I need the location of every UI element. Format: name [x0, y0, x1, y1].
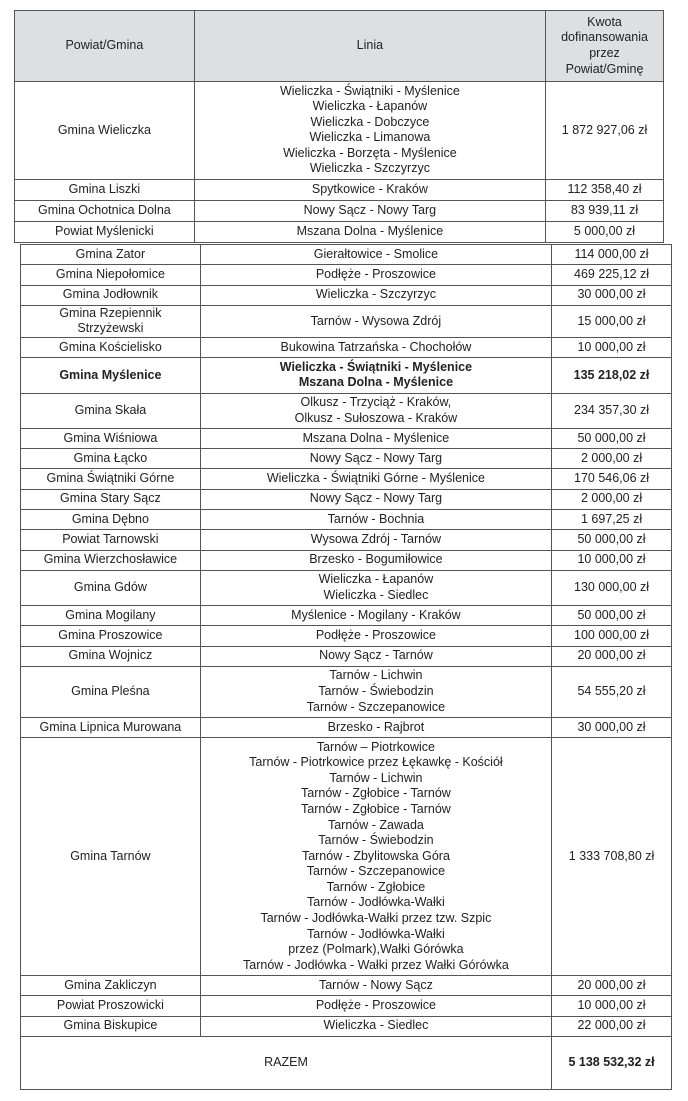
table-row [21, 530, 672, 550]
district-name: Gmina Ochotnica Dolna [15, 200, 195, 221]
funding-amount: 170 546,06 zł [552, 469, 672, 489]
table-row [21, 245, 672, 265]
route-line: Tarnów - Zgłobice - Tarnów [301, 801, 451, 816]
table-row [15, 221, 664, 242]
table-row [21, 550, 672, 570]
funding-table-part-2 [20, 244, 672, 1090]
district-name: Powiat Tarnowski [21, 530, 201, 550]
table-row [21, 265, 672, 285]
route-line: Tarnów - Świebodzin [318, 684, 434, 698]
route-line: Wieliczka - Siedlec [323, 587, 429, 602]
funding-amount: 83 939,11 zł [546, 200, 664, 221]
route-line: Wieliczka - Świątniki - Myślenice [279, 83, 460, 98]
route-lines [200, 245, 551, 265]
route-lines [200, 570, 551, 605]
funding-amount: 20 000,00 zł [552, 646, 672, 666]
table-row [21, 449, 672, 469]
table-row [21, 666, 672, 717]
table-row [21, 469, 672, 489]
route-line: Tarnów - Zawada [327, 817, 424, 832]
route-line: Podłęże - Proszowice [315, 267, 437, 282]
total-label: RAZEM [21, 1036, 552, 1089]
route-line: Wieliczka - Siedlec [323, 1018, 429, 1033]
table-row [15, 179, 664, 200]
route-lines [200, 717, 551, 737]
district-name: Gmina Pleśna [21, 666, 201, 717]
route-lines [194, 200, 545, 221]
route-line: Tarnów - Jodłówka-Wałki [307, 926, 445, 941]
funding-amount: 30 000,00 zł [552, 717, 672, 737]
district-name: Powiat Proszowicki [21, 996, 201, 1016]
route-line: Wieliczka - Dobczyce [310, 114, 430, 129]
route-line: Nowy Sącz - Tarnów [319, 648, 433, 663]
route-line: Tarnów - Jodłówka-Wałki przez tzw. Szpic [260, 911, 492, 926]
district-name: Powiat Myślenicki [15, 221, 195, 242]
route-line: Tarnów - Nowy Sącz [318, 977, 433, 992]
route-lines [200, 265, 551, 285]
district-name: Gmina Świątniki Górne [21, 469, 201, 489]
route-lines [200, 338, 551, 358]
route-line: Wieliczka - Łapanów [312, 99, 428, 114]
table-row [21, 570, 672, 605]
funding-amount: 2 000,00 zł [552, 489, 672, 509]
funding-amount: 54 555,20 zł [552, 666, 672, 717]
route-lines [200, 449, 551, 469]
route-line: Olkusz - Sułoszowa - Kraków [294, 410, 458, 425]
route-lines [194, 221, 545, 242]
table-row [21, 1016, 672, 1036]
funding-table-part-1 [14, 10, 664, 243]
route-line: Podłęże - Proszowice [315, 998, 437, 1013]
header-line: Linia [194, 11, 545, 82]
route-line: Wieliczka - Świątniki Górne - Myślenice [266, 471, 485, 486]
table-header-row [15, 11, 664, 82]
funding-amount: 10 000,00 zł [552, 338, 672, 358]
route-line: Tarnów - Zbylitowska Góra [301, 848, 450, 863]
route-lines [200, 393, 551, 428]
total-amount: 5 138 532,32 zł [552, 1036, 672, 1089]
funding-amount: 15 000,00 zł [552, 305, 672, 337]
funding-amount: 20 000,00 zł [552, 976, 672, 996]
district-name: Gmina Niepołomice [21, 265, 201, 285]
funding-amount: 1 697,25 zł [552, 509, 672, 529]
table-row [21, 606, 672, 626]
district-name: Gmina Stary Sącz [21, 489, 201, 509]
route-line: Wieliczka - Świątniki - Myślenice [279, 359, 473, 374]
route-line: Wieliczka - Borzęta - Myślenice [283, 145, 457, 160]
funding-amount: 1 333 708,80 zł [552, 738, 672, 976]
route-line: Tarnów - Lichwin [329, 668, 423, 683]
route-line: Wieliczka - Łapanów [318, 572, 434, 587]
route-lines [200, 358, 551, 393]
funding-amount: 10 000,00 zł [552, 550, 672, 570]
header-district: Powiat/Gmina [15, 11, 195, 82]
route-line: Wieliczka - Szczyrzyc [309, 161, 430, 176]
route-line: Mszana Dolna - Myślenice [298, 375, 454, 390]
funding-amount: 1 872 927,06 zł [546, 82, 664, 180]
table-row [21, 646, 672, 666]
route-line: Wieliczka - Limanowa [309, 130, 431, 145]
table-row [21, 285, 672, 305]
route-lines [200, 976, 551, 996]
route-line: Tarnów - Bochnia [327, 511, 425, 526]
funding-amount: 50 000,00 zł [552, 530, 672, 550]
route-line: Tarnów - Zgłobice - Tarnów [301, 786, 451, 801]
route-line: Bukowina Tatrzańska - Chochołów [280, 339, 472, 354]
route-line: Podłęże - Proszowice [315, 628, 437, 643]
route-line: Tarnów - Świebodzin [318, 833, 434, 848]
funding-amount: 114 000,00 zł [552, 245, 672, 265]
route-lines [200, 738, 551, 976]
district-name: Gmina Łącko [21, 449, 201, 469]
route-lines [200, 996, 551, 1016]
district-name: Gmina Dębno [21, 509, 201, 529]
route-line: Mszana Dolna - Myślenice [296, 223, 444, 238]
table-row [15, 200, 664, 221]
funding-amount: 50 000,00 zł [552, 606, 672, 626]
route-line: Myślenice - Mogilany - Kraków [291, 607, 461, 622]
route-line: Olkusz - Trzyciąż - Kraków, [300, 395, 452, 410]
district-name: Gmina Proszowice [21, 626, 201, 646]
table-row [21, 358, 672, 393]
route-line: Tarnów - Szczepanowice [306, 699, 446, 714]
route-line: Gierałtowice - Smolice [313, 246, 439, 261]
district-name: Gmina Liszki [15, 179, 195, 200]
route-line: Tarnów - Szczepanowice [306, 864, 446, 879]
table-row [21, 717, 672, 737]
route-line: Tarnów - Jodłówka - Wałki przez Wałki Górówka [243, 957, 509, 972]
district-name: Gmina Lipnica Murowana [21, 717, 201, 737]
funding-amount: 2 000,00 zł [552, 449, 672, 469]
table-row [21, 626, 672, 646]
table-row [21, 738, 672, 976]
route-line: przez (Polmark),Wałki Górówka [288, 942, 464, 957]
funding-amount: 469 225,12 zł [552, 265, 672, 285]
table-row [21, 428, 672, 448]
route-line: Tarnów - Zgłobice [326, 879, 426, 894]
district-name: Gmina Zakliczyn [21, 976, 201, 996]
district-name: Gmina Myślenice [21, 358, 201, 393]
route-line: Nowy Sącz - Nowy Targ [309, 491, 443, 506]
route-lines [200, 305, 551, 337]
funding-amount: 234 357,30 zł [552, 393, 672, 428]
route-line: Spytkowice - Kraków [311, 181, 428, 196]
route-lines [200, 489, 551, 509]
route-line: Nowy Sącz - Nowy Targ [303, 202, 437, 217]
route-lines [200, 626, 551, 646]
table-row [21, 305, 672, 337]
route-lines [200, 606, 551, 626]
route-line: Nowy Sącz - Nowy Targ [309, 450, 443, 465]
route-line: Tarnów - Jodłówka-Wałki [307, 895, 445, 910]
route-lines [200, 550, 551, 570]
district-name: Gmina Zator [21, 245, 201, 265]
district-name: Gmina Tarnów [21, 738, 201, 976]
route-lines [200, 530, 551, 550]
header-amount: Kwota dofinansowania przez Powiat/Gminę [546, 11, 664, 82]
funding-amount: 50 000,00 zł [552, 428, 672, 448]
district-name: Gmina Wieliczka [15, 82, 195, 180]
funding-amount: 30 000,00 zł [552, 285, 672, 305]
table-row [21, 393, 672, 428]
funding-amount: 135 218,02 zł [552, 358, 672, 393]
funding-amount: 5 000,00 zł [546, 221, 664, 242]
route-line: Tarnów - Wysowa Zdrój [310, 313, 442, 328]
table-row [21, 509, 672, 529]
table-row [21, 976, 672, 996]
table-row [21, 338, 672, 358]
route-lines [194, 82, 545, 180]
funding-amount: 100 000,00 zł [552, 626, 672, 646]
route-lines [200, 1016, 551, 1036]
route-lines [200, 509, 551, 529]
route-line: Brzesko - Rajbrot [327, 719, 425, 734]
route-line: Tarnów – Piotrkowice [316, 739, 435, 754]
route-lines [200, 469, 551, 489]
route-lines [194, 179, 545, 200]
route-lines [200, 428, 551, 448]
route-line: Wieliczka - Szczyrzyc [315, 287, 436, 302]
district-name: Gmina Wiśniowa [21, 428, 201, 448]
route-lines [200, 285, 551, 305]
route-lines [200, 666, 551, 717]
route-line: Tarnów - Piotrkowice przez Łękawkę - Kościół [249, 755, 503, 770]
district-name: Gmina Mogilany [21, 606, 201, 626]
funding-amount: 130 000,00 zł [552, 570, 672, 605]
district-name: Gmina Jodłownik [21, 285, 201, 305]
district-name: Gmina Rzepiennik Strzyżewski [21, 305, 201, 337]
funding-amount: 22 000,00 zł [552, 1016, 672, 1036]
district-name: Gmina Wojnicz [21, 646, 201, 666]
district-name: Gmina Biskupice [21, 1016, 201, 1036]
table-row [21, 489, 672, 509]
funding-amount: 10 000,00 zł [552, 996, 672, 1016]
route-line: Tarnów - Lichwin [329, 770, 423, 785]
district-name: Gmina Skała [21, 393, 201, 428]
total-row [21, 1036, 672, 1089]
route-lines [200, 646, 551, 666]
route-line: Wysowa Zdrój - Tarnów [310, 532, 442, 547]
funding-amount: 112 358,40 zł [546, 179, 664, 200]
district-name: Gmina Kościelisko [21, 338, 201, 358]
table-row [15, 82, 664, 180]
district-name: Gmina Wierzchosławice [21, 550, 201, 570]
district-name: Gmina Gdów [21, 570, 201, 605]
table-row [21, 996, 672, 1016]
route-line: Brzesko - Bogumiłowice [309, 552, 443, 567]
route-line: Mszana Dolna - Myślenice [302, 430, 450, 445]
